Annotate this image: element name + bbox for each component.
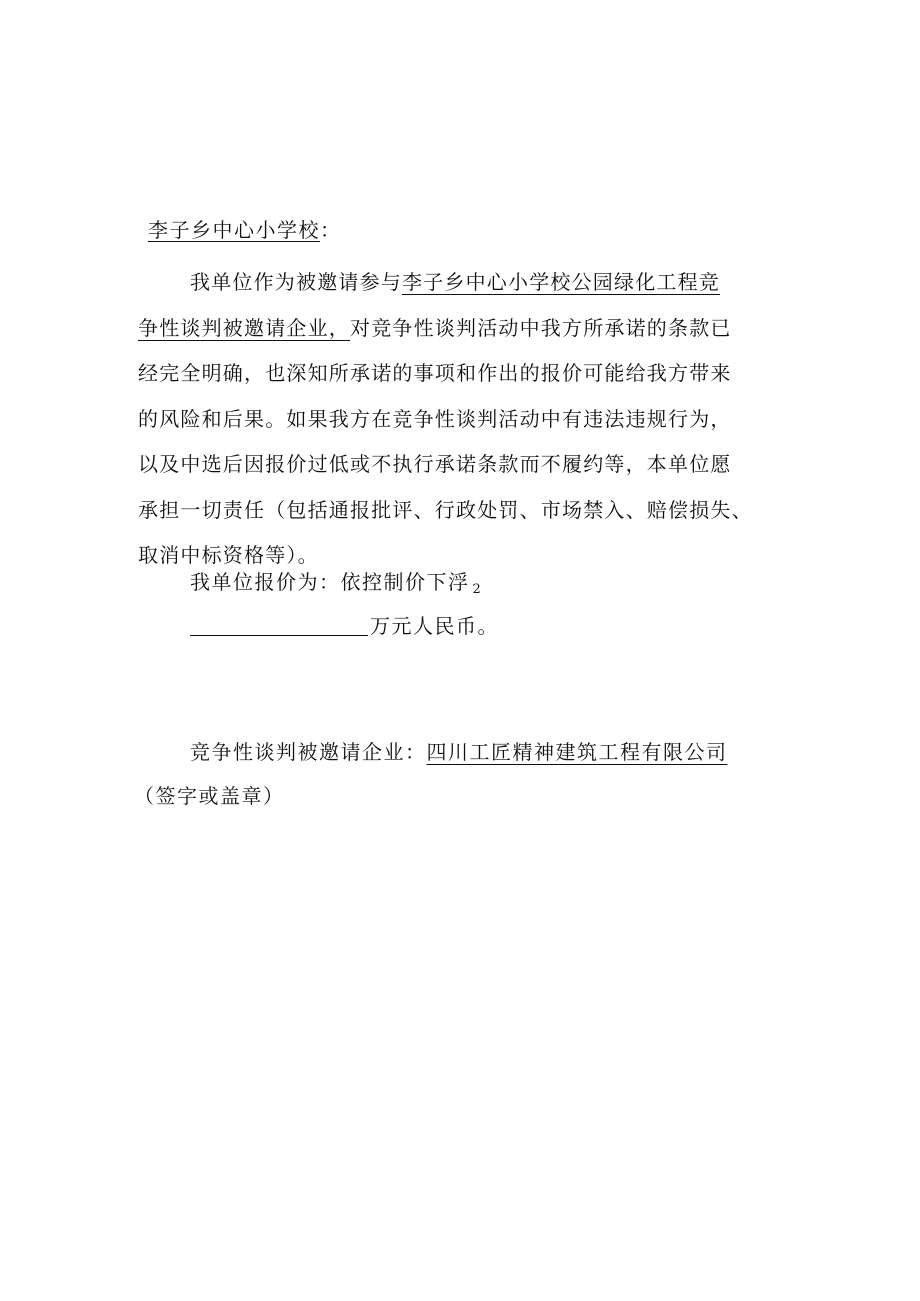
amount-blank [190,615,368,636]
company-line [190,738,728,766]
project-name-underlined: 李子乡中心小学校公园绿化工程竞 [402,270,720,294]
line-text: 我单位作为被邀请参与 [190,270,402,294]
price-statement [190,568,482,604]
commitment-paragraph [138,260,794,579]
amount-line [190,612,499,640]
signature-note: （签字或盖章） [134,784,285,808]
paragraph-line: 取消中标资格等）。 [138,543,319,567]
paragraph-line: 以及中选后因报价过低或不执行承诺条款而不履约等，本单位愿 [138,452,732,476]
paragraph-line: 经完全明确，也深知所承诺的事项和作出的报价可能给我方带来 [138,361,732,385]
price-subscript: 2 [472,582,483,597]
price-label: 我单位报价为：依控制价下浮 [190,570,470,594]
line-text: 对竞争性谈判活动中我方所承诺的条款已 [350,315,732,340]
amount-suffix: 万元人民币。 [370,614,499,638]
project-name-underlined: 争性谈判被邀请企业， [138,315,350,340]
addressee-colon: ： [320,218,342,242]
company-name: 四川工匠精神建筑工程有限公司 [426,740,728,764]
company-label: 竞争性谈判被邀请企业： [190,740,427,764]
addressee-line [148,216,342,244]
paragraph-line [138,306,794,352]
addressee-name: 李子乡中心小学校 [148,218,320,242]
paragraph-line: 承担一切责任（包括通报批评、行政处罚、市场禁入、赔偿损失、 [138,497,753,522]
paragraph-line: 的风险和后果。如果我方在竞争性谈判活动中有违法违规行为， [138,406,732,431]
paragraph-line [138,260,794,306]
